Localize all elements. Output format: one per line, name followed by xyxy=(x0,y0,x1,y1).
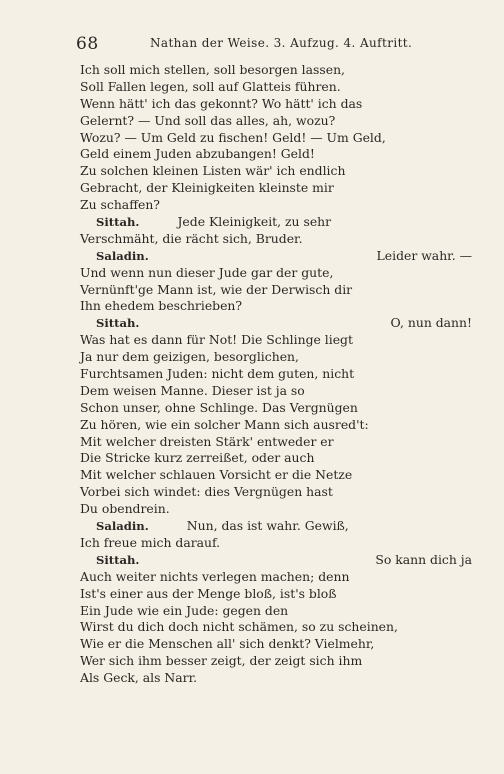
text-line xyxy=(80,113,472,130)
text-line xyxy=(80,552,472,569)
line-text: Gelernt? — Und soll das alles, ah, wozu? xyxy=(80,112,336,128)
text-body xyxy=(80,62,472,687)
text-line xyxy=(80,163,472,180)
text-line xyxy=(80,231,472,248)
line-text: Dem weisen Manne. Dieser ist ja so xyxy=(80,382,305,398)
line-text: Jede Kleinigkeit, zu sehr xyxy=(177,214,332,230)
line-text: So kann dich ja xyxy=(375,551,472,567)
line-text: Soll Fallen legen, soll auf Glatteis führen. xyxy=(80,78,341,94)
line-text: Auch weiter nichts verlegen machen; denn xyxy=(80,568,350,584)
speaker-name: Saladin. xyxy=(96,248,149,263)
page-number: 68 xyxy=(76,34,99,54)
line-text: Du obendrein. xyxy=(80,501,170,517)
line-text: Ich freue mich darauf. xyxy=(80,534,221,550)
text-line xyxy=(80,332,472,349)
page-header xyxy=(76,30,476,54)
line-text: Wie er die Menschen all' sich denkt? Vielmehr, xyxy=(80,636,375,652)
line-text: Verschmäht, die rächt sich, Bruder. xyxy=(80,230,303,246)
line-text: Vorbei sich windet: dies Vergnügen hast xyxy=(80,484,333,500)
line-text: Und wenn nun dieser Jude gar der gute, xyxy=(80,264,334,280)
line-text: Ist's einer aus der Menge bloß, ist's bloß xyxy=(80,585,337,601)
line-text: Geld einem Juden abzubangen! Geld! xyxy=(80,146,315,162)
line-text: Gebracht, der Kleinigkeiten kleinste mir xyxy=(80,180,334,196)
line-text: Mit welcher schlauen Vorsicht er die Netze xyxy=(80,467,353,483)
speaker-name: Sittah. xyxy=(96,215,140,230)
line-text: O, nun dann! xyxy=(390,315,472,331)
line-text: Als Geck, als Narr. xyxy=(80,670,198,686)
text-line xyxy=(80,603,472,620)
line-text: Schon unser, ohne Schlinge. Das Vergnügen xyxy=(80,399,358,415)
text-line xyxy=(80,197,472,214)
line-text: Ja nur dem geizigen, besorglichen, xyxy=(80,349,299,365)
line-text: Zu schaffen? xyxy=(80,197,160,213)
text-line xyxy=(80,518,472,535)
line-text: Wer sich ihm besser zeigt, der zeigt sich ihm xyxy=(80,653,363,669)
text-line xyxy=(80,450,472,467)
speaker-name: Sittah. xyxy=(96,316,140,331)
line-text: Vernünft'ge Mann ist, wie der Derwisch dir xyxy=(80,281,353,297)
text-line xyxy=(80,383,472,400)
text-line xyxy=(80,434,472,451)
text-line xyxy=(80,586,472,603)
text-line xyxy=(80,146,472,163)
text-line xyxy=(80,282,472,299)
text-line xyxy=(80,670,472,687)
text-line xyxy=(80,265,472,282)
text-line xyxy=(80,484,472,501)
text-line xyxy=(80,214,472,231)
text-line xyxy=(80,298,472,315)
text-line xyxy=(80,653,472,670)
text-line xyxy=(80,535,472,552)
text-line xyxy=(80,62,472,79)
line-text: Was hat es dann für Not! Die Schlinge liegt xyxy=(80,332,353,348)
line-text: Mit welcher dreisten Stärk' entweder er xyxy=(80,433,334,449)
line-text: Wozu? — Um Geld zu fischen! Geld! — Um Geld, xyxy=(80,129,386,145)
text-line xyxy=(80,315,472,332)
line-text: Wenn hätt' ich das gekonnt? Wo hätt' ich das xyxy=(80,95,363,111)
line-text: Wirst du dich doch nicht schämen, so zu scheinen, xyxy=(80,619,398,635)
line-text: Ich soll mich stellen, soll besorgen lassen, xyxy=(80,62,345,77)
text-line xyxy=(80,130,472,147)
line-text: Nun, das ist wahr. Gewiß, xyxy=(186,518,349,534)
speaker-name: Sittah. xyxy=(96,552,140,567)
text-line xyxy=(80,501,472,518)
text-line xyxy=(80,417,472,434)
text-line xyxy=(80,79,472,96)
speaker-name: Saladin. xyxy=(96,519,149,534)
text-line xyxy=(80,248,472,265)
line-text: Ein Jude wie ein Jude: gegen den xyxy=(80,602,289,618)
line-text: Zu solchen kleinen Listen wär' ich endlich xyxy=(80,163,346,179)
text-line xyxy=(80,467,472,484)
line-text: Leider wahr. — xyxy=(376,247,472,263)
text-line xyxy=(80,569,472,586)
line-text: Die Stricke kurz zerreißet, oder auch xyxy=(80,450,315,466)
text-line xyxy=(80,400,472,417)
text-line xyxy=(80,619,472,636)
line-text: Ihn ehedem beschrieben? xyxy=(80,298,243,314)
text-line xyxy=(80,180,472,197)
text-line xyxy=(80,366,472,383)
line-text: Zu hören, wie ein solcher Mann sich ausred't: xyxy=(80,416,369,432)
text-line xyxy=(80,636,472,653)
line-text: Furchtsamen Juden: nicht dem guten, nicht xyxy=(80,366,355,382)
running-head: Nathan der Weise. 3. Aufzug. 4. Auftritt. xyxy=(150,36,413,50)
text-line xyxy=(80,96,472,113)
text-line xyxy=(80,349,472,366)
